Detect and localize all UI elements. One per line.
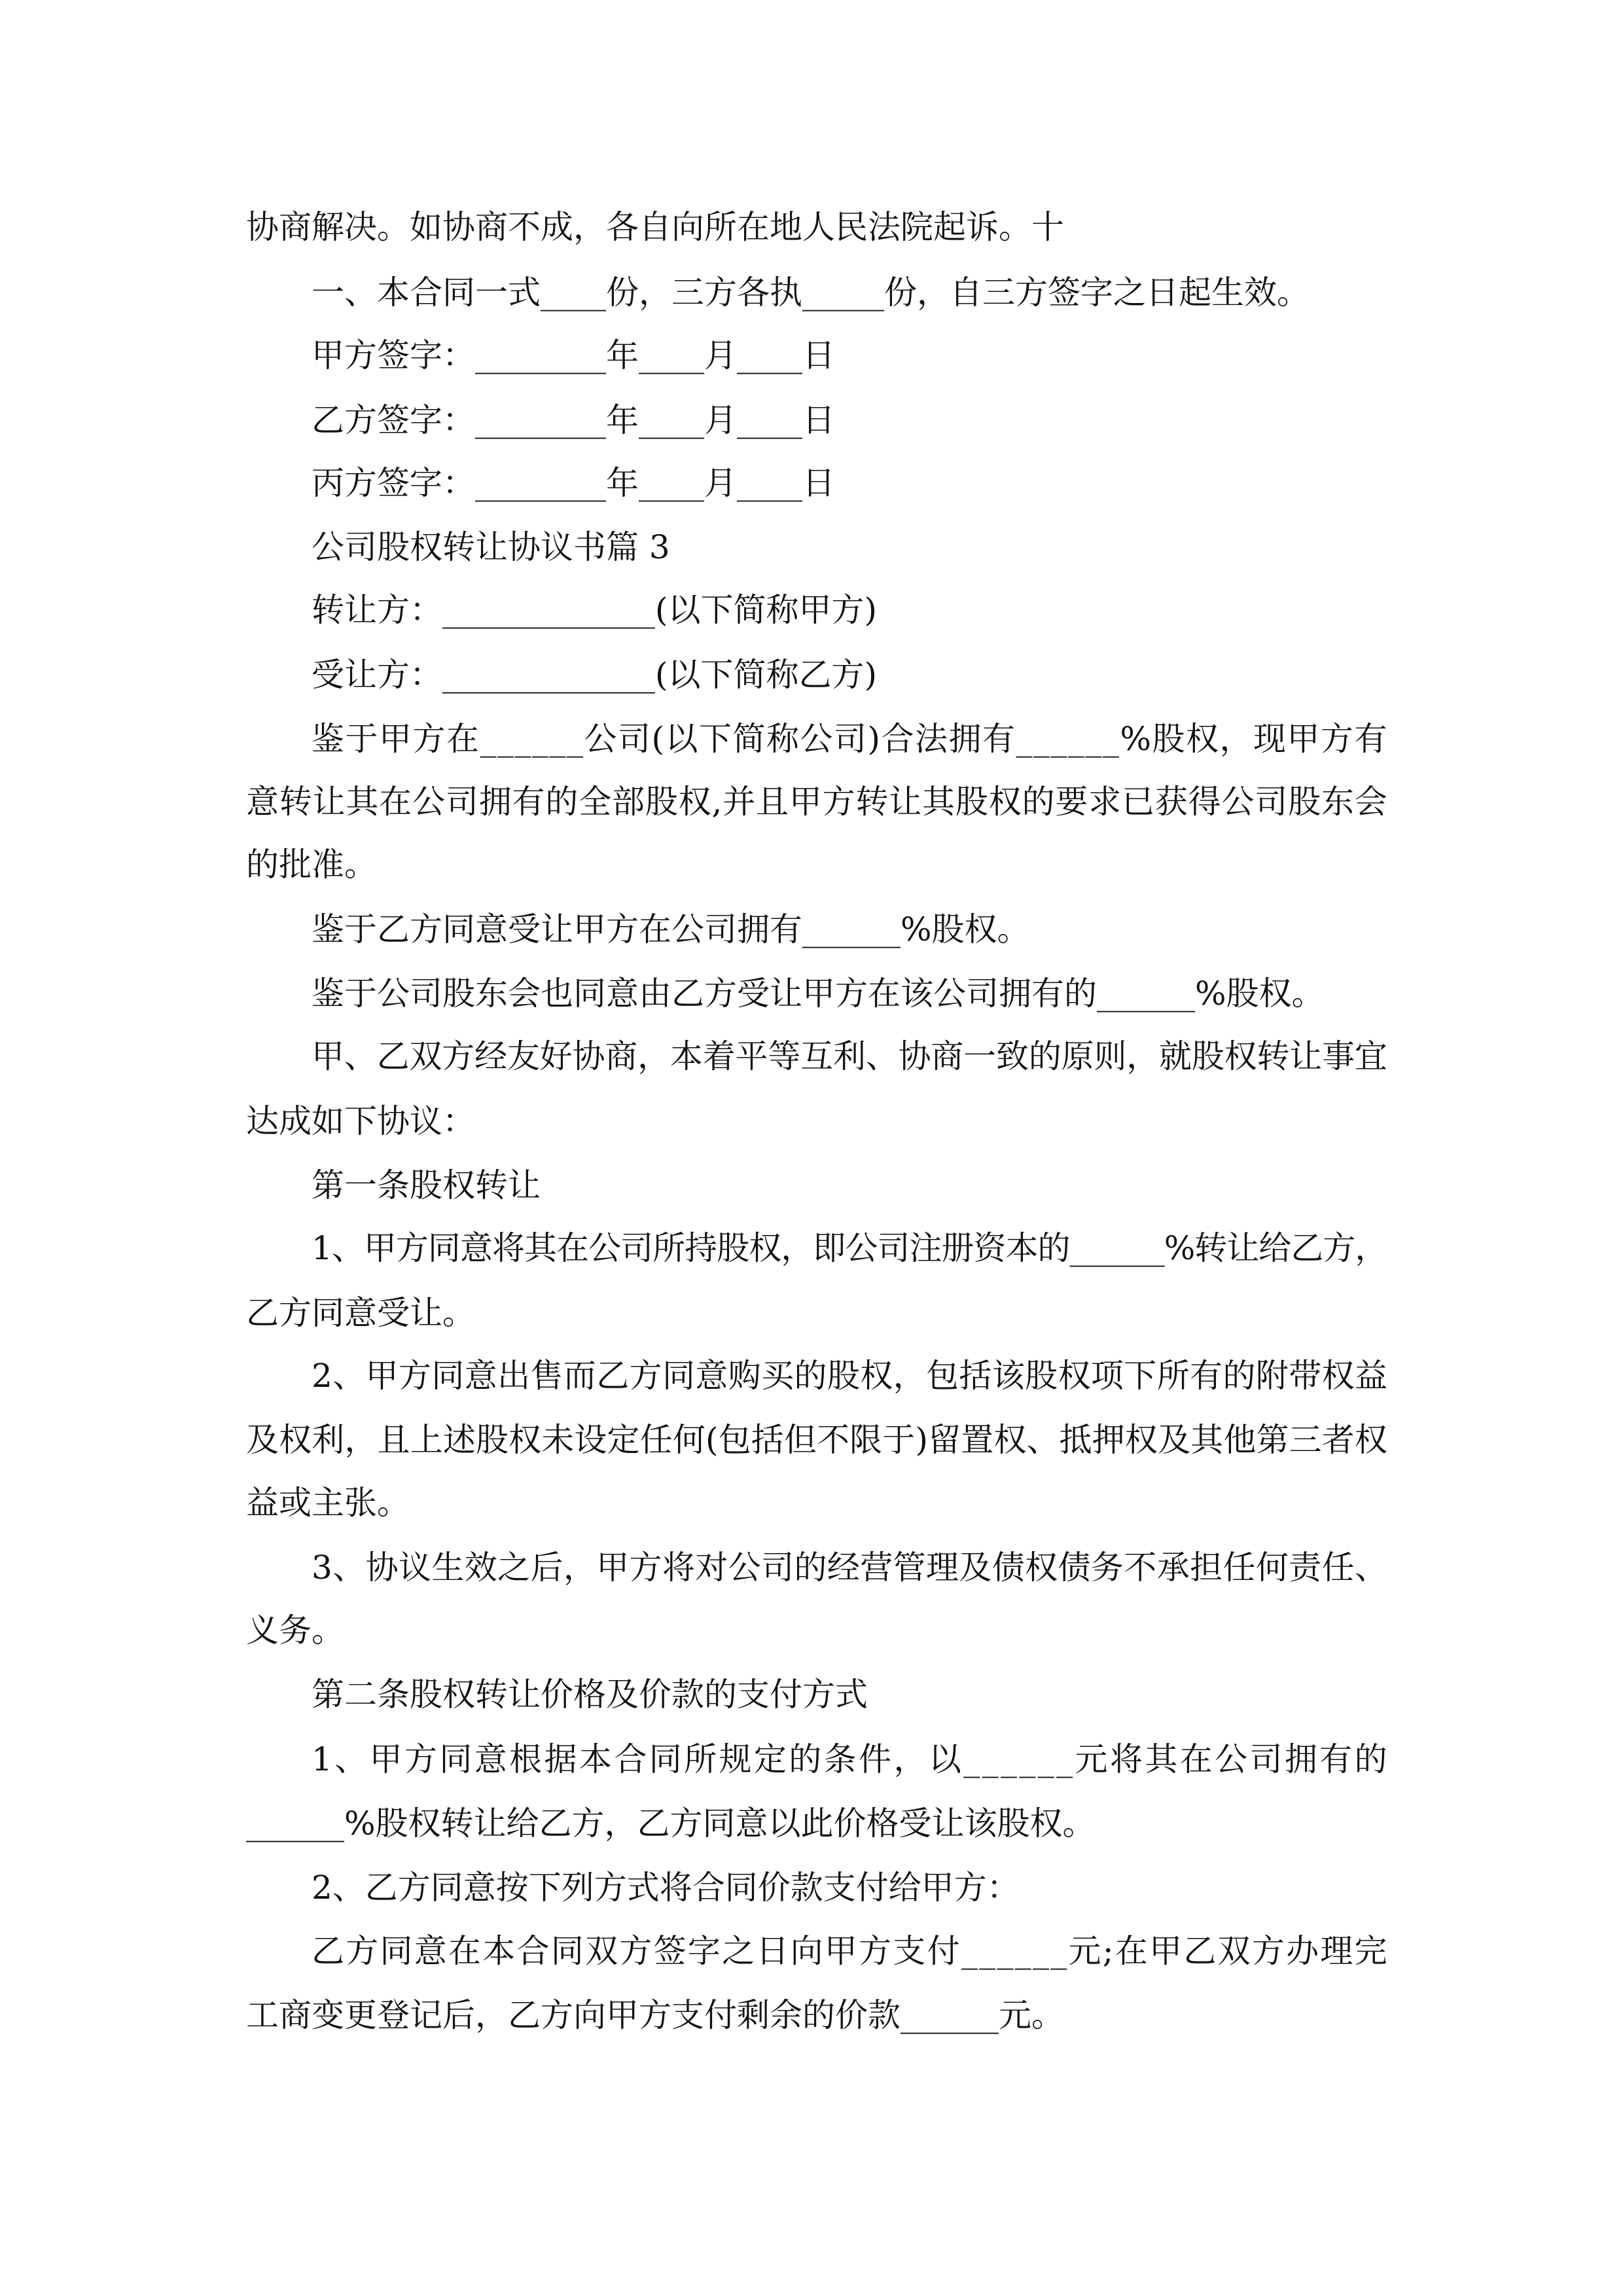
paragraph-line: 鉴于乙方同意受让甲方在公司拥有______%股权。 (312, 910, 1030, 948)
signature-party-c: 丙方签字：________年____月____日 (312, 464, 835, 502)
paragraph-line: 义务。 (246, 1611, 344, 1649)
paragraph-line: 意转让其在公司拥有的全部股权,并且甲方转让其股权的要求已获得公司股东会 (246, 783, 1388, 821)
paragraph-line: 乙方同意在本合同双方签字之日向甲方支付______元;在甲乙双方办理完 (312, 1932, 1389, 1970)
paragraph-line: 2、甲方同意出售而乙方同意购买的股权，包括该股权项下所有的附带权益 (312, 1357, 1388, 1395)
paragraph-line: 达成如下协议： (246, 1102, 475, 1140)
paragraph-line: 3、协议生效之后，甲方将对公司的经营管理及债权债务不承担任何责任、 (312, 1549, 1388, 1587)
paragraph-line: 的批准。 (246, 846, 377, 884)
paragraph-line: 2、乙方同意按下列方式将合同价款支付给甲方： (312, 1869, 1020, 1907)
paragraph-line: ______%股权转让给乙方，乙方同意以此价格受让该股权。 (246, 1804, 1096, 1842)
section-title: 公司股权转让协议书篇 3 (312, 528, 670, 566)
signature-party-b: 乙方签字：________年____月____日 (312, 401, 835, 439)
signature-party-a: 甲方签字：________年____月____日 (312, 336, 835, 374)
paragraph-line: 及权利，且上述股权未设定任何(包括但不限于)留置权、抵押权及其他第三者权 (246, 1421, 1388, 1459)
paragraph-line: 协商解决。如协商不成，各自向所在地人民法院起诉。十 (246, 208, 1064, 246)
article-heading: 第二条股权转让价格及价款的支付方式 (312, 1676, 868, 1713)
paragraph-line: 鉴于公司股东会也同意由乙方受让甲方在该公司拥有的______%股权。 (312, 975, 1325, 1013)
paragraph-line: 1、甲方同意将其在公司所持股权，即公司注册资本的______%转让给乙方， (312, 1229, 1387, 1267)
paragraph-line: 乙方同意受让。 (246, 1294, 475, 1332)
paragraph-line: 鉴于甲方在______公司(以下简称公司)合法拥有______%股权，现甲方有 (312, 720, 1389, 758)
article-heading: 第一条股权转让 (312, 1166, 541, 1204)
transferee-line: 受让方：_____________(以下简称乙方) (312, 656, 878, 694)
paragraph-line: 工商变更登记后，乙方向甲方支付剩余的价款______元。 (246, 1996, 1064, 2034)
paragraph-line: 甲、乙双方经友好协商，本着平等互利、协商一致的原则，就股权转让事宜 (312, 1037, 1387, 1075)
paragraph-line: 1、甲方同意根据本合同所规定的条件，以______元将其在公司拥有的 (312, 1740, 1390, 1778)
paragraph-line: 益或主张。 (246, 1484, 410, 1522)
transferor-line: 转让方：_____________(以下简称甲方) (312, 591, 878, 629)
clause-copies: 一、本合同一式____份，三方各执_____份，自三方签字之日起生效。 (312, 274, 1310, 312)
